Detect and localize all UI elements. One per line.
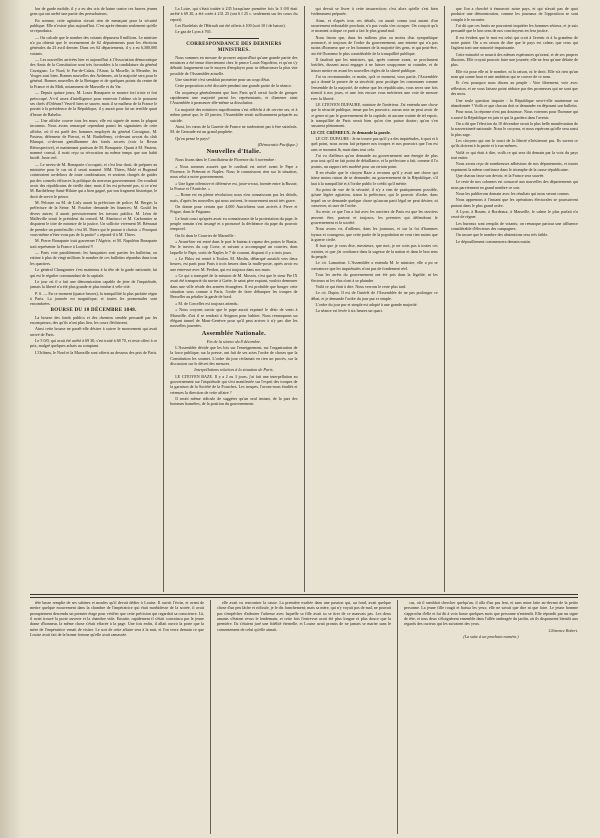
paragraph: qui devait se livrer à cette insurrection; c'est alors qu'elle s'est bien évidemment préparée. [310,6,438,17]
paragraph: Le cit. Dupin. Il est de l'intérêt de l'Assemblée de ne pas prolonger ce débat, et je demande l'ordre du jour pur et simple. [310,290,438,301]
paragraph: Il serait même ridicule de suggérer qu'un seul instant, de la part des hommes honnêtes, de la position du gouvernement. [170,395,298,407]
paragraph: Nous avons reçu de nombreuses adhésions de nos départements, et toutes expriment la même confiance dans le triomphe de la cause républicaine. [450,161,578,172]
paragraph: Qu'en pense le pays? [175,135,210,141]
paragraph: J'ai vu recommander, ce matin, qu'à ce moment, vous partie, l'Assemblée qui a donné la preuve de sa sincérité, pour protéger les communes comme l'ensemble de la majorité, de même que les républicains, vous serez une fois attentif à nos jours, et une fois encore vous mériterez une voie de mesure avec la liberté. [310,74,438,101]
paragraph: On acquiesça généralement que hors Paris qu'il serait facile de grouper rapidement une majorité parmi les représentants, et d'amener ainsi l'Assemblée à prononcer elle-même sa dissolution. [170,89,298,106]
paragraph: Le général Changarnier s'est maintenu à la tête de la garde nationale, lui qui est le régulier commandant de la capitale. [30,267,158,278]
paragraph: Une seule question importe : la République sera-t-elle maintenue ou abandonnée ? Voilà ce que chacun doit se demander en déposant son bulletin. [450,97,578,108]
paragraph: « Nous sommes assurés que le cardinal est arrivé avant le Pape a Florence, le Piémont et Naples. Nous le connaissons rien sur la situation, nous relui a notre gouvernement. [170,163,298,180]
column-1 [30,6,157,592]
paragraph: Ainsi, les vœux de la Gazette de France ne tarderaient pas à être satisfaits. M. de Genoude est un grand prophète. [170,123,298,135]
paragraph: que l'on a cherché à émouvoir notre pays, et qui n'avait pas de quoi produire une démonstration, comme les journaux de l'opposition se sont complu à le raconter. [450,6,578,22]
paragraph: LE CIT. DUFAURE : Je ne trouve pas qu'il y a des inquiétudes, à quoi et à quel point, nous avons fait préparer nos troupes et nos pouvoirs que l'on est sans ce moment là, mais dans tout cela. [310,135,438,152]
paragraph: Il faudrait que les ministres, qui, après comme avant, se proclament fortifiés, dussent aussi engager à ne laisser soupçonner ni craindre, et de laisser mettre en avant les nouvelles règles de la sûreté publique. [310,57,438,73]
paragraph: tête basse remplie de ses sabines et moules qu'il devait dédier à Louise. Il ouvrit l'écrin, et avant de mettre quelque mouvement dans la chambre de l'impératrice qui était morbidesse de la soirée, il avait promptement descendu un premier étage pour vérifier que cette précision qui regardait sa conscience. Là, il avait trouvé la porte ouverte et la chambre vide. Ensuite, rapidement il s'était convaincu par le jeune danse d'honneur, la même chose s'était effacée à la page. Une fois enfin, il allait ouvrir la porte que la mère de l'impératrice venait de visiter. Le sort de cette affaire sera à la nuit, et l'on verra demain ce que Louise avait fait de la bonne fortune qu'elle avait ramassée. [30,600,204,638]
paragraph: La séance est levée à six heures un quart. [315,308,383,314]
paragraph: LE CITOYEN BAZE. Il y a 2 ou 3 jours, j'ai fait une interpellation au gouvernement sur l'inquiétude qui s'est manifestée sur l'esprit des troupes de la garnison de la Société de la Fourches. Les troupes, l'avons-nous étudiés et retenues la direction de cette affaire ? [170,373,298,395]
paragraph: Nous lisons que, dans les milieux plus ou moins d'un sympathique prononcé, et toujours de l'ordre du gouvernement, une entente qui n'a pas moins d'honneur que ce les hommes de la majorité des gens, et qui peut-être, ont été l'honneur le plus considérable de la tranquillité publique. [310,34,438,56]
paragraph: — Rome est en pleine révolution; nous n'en connaissons pas les détails, mais, d'après les nouvelles qui nous arrivent, le mouvement serait très grave. [170,192,298,203]
paragraph: L'Assemblée décide que les lois sur l'enseignement, sur l'organisation de la force publique, sur la presse, ont fait de ses actes l'ordre de choses que la Constitution les soumet. L'ordre du jour réclamait en rien un procès, sur la discussion sur le décret des mesures. [170,344,298,366]
paragraph: Nous lisons dans le Conciliateur de Florence du 3 novembre : [175,157,277,163]
paragraph: La Loire, qui s'était traitée à 235 lorsqu'une première fois la 3 0/0 était arrêté à 69 20, a été cotée à 231 25 (ont 6 f 25 c. seulement sur les cours du report). [170,6,298,22]
paragraph: « Le Phlox est rentré à Toulon. M. Moslin, débarqué aussitôt vers deux heures, est parti pour Paris à trois heures dans la malle-poste, après avoir eu une entrevue avec M. Perdon, qui est toujours dans nos murs. [170,256,298,272]
paragraph: La bourse des fonds publics et des chemins semble persuadé par les escompteurs; des qu'ils n'ont plus lieu, les cours fléchissent. [30,314,158,325]
paragraph: Voilà ce qui était à dire, voilà ce qui sera dit demain par la voix du pays tout entier. [450,149,578,160]
paragraph: Au reste, ce que l'on a fait avec les ouvriers de Paris est que les ouvriers peuvent être, partout et toujours, les premiers qui défendront le gouvernement et la société. [310,209,438,226]
paragraph: Cette proposition a été discutée pendant une grande partie de la séance. [175,83,292,89]
paragraph: — Depuis quinze jours, M. Louis Bonaparte se montre fort triste et fort préoccupé. A-t-il assez d'intelligence pour entrevoir l'abîme où le poussent ses chefs d'Orléans? Veut-il bien se sauver, mais il se malheur de la France le portait à la présidence de la République, il y aurait pour lui un terrible quart d'heure de Babelin. [30,90,158,117]
paragraph: Voilà ce qui était à dire. Nous verrons le reste plus tard. [315,283,407,289]
paragraph: Cette minorité se nourrit des mêmes espérances qu'avant, et de ses propres illusions. Elle croyait pouvoir faire une journée, elle ne fera qu'une défaite de plus. [450,51,578,68]
paragraph: J'ai vu d'ailleurs qu'on demande au gouvernement une énergie de plus pour tout qu'il ne fait point de défaillance, et la préfecture a fait, comme il l'a promis, un rapport très modéré pour un certain point. [310,152,438,169]
paragraph: — On calcule que le nombre des votants dépassera 8 millions. Le ministre n'a pu obtenir que le recensement de 62 départements pour les élections générales du 23 avril dernier. Dans ces 62 départements, il y a eu 6,300,000 votants. [30,34,158,56]
separator [208,38,259,39]
paragraph: Ainsi cette bourse ne paraît-elle désirer à suivre le mouvement qui avait arrivé de Paris. [30,326,158,337]
paragraph: Les citoyens qui ont le souci de la liberté n'hésiteront pas. Ils savent ce qu'ils doivent à la patrie et à eux-mêmes. [450,137,578,149]
paragraph: Et c'est pourquoi nous disons au peuple : Vote librement, vote avec réflexion, et ne vous laissez point séduire par des promesses qui ne sont que des mots. [450,80,578,97]
paragraph: Une sincérité c'est semblait promettre pour un coup d'état. [175,77,271,83]
paragraph: Il est évident que le mot est celui qui croit à l'avenir et à la grandeur de notre patrie. On a eu raison de dire que le pays est calme, que ceux qui l'agitent sont une minorité impuissante. [450,34,578,51]
column-rule [304,6,305,592]
heading-assemblee: Assemblée Nationale. [201,329,266,337]
column-3 [311,6,438,592]
paragraph: « Ce qui a transpiré de la mission de M. Mossin, c'est que le sieur Pie IX avait été transporté du navire à Gaëte, le saint père expiant, vouloir demeurer dans une ville réside des armées étrangères. Il est probable que bouger cette situation sous connue à Paris, l'ordre de faire débarquer les troupes de Besseller au pétalier la garde de bord. [170,273,298,300]
paragraph: Les bureaux sont remplis de votants; on remarque partout une affluence considérable d'électeurs des campagnes. [450,220,578,232]
news-section [30,6,578,592]
source-credit: (Démocratie Pacifique.) [257,141,298,147]
paragraph: Le reste de nos colonnes est consacré aux nouvelles des départements qui nous parviennent en grand nombre ce soir. [450,179,578,190]
paragraph: LE CITOYEN DUFAURE, ministre de l'intérieur. J'ai entendu une chose que la sécurité publique, tenue par les pouvoirs; aucun acte ne peut avoir de ce genre ni par le gouvernement de la capitale, ni aucune crainte de tel espoir, la tranquillité de Paris serait bien qu'on s'en puisse douter; qu'on s'en rassurera pleinement. [310,101,438,129]
heading-italie: Nouvelles d'Italie. [206,148,262,156]
paragraph: Le cit. Lamartine. L'Assemblée a entendu M. le ministre, elle a pu se convaincre que les inquiétudes n'ont pas de fondement réel. [310,260,438,271]
paragraph: Les Bordelais de l'Hérault ont été offerts à 100 (soit 10 f de baisse). [175,23,286,29]
paragraph: M. Pierre Bonaparte irait gouverner l'Algérie, et M. Napoléon Bonaparte irait représenter la France à Londres!!! [30,238,158,249]
column-rule [163,6,164,592]
paragraph: « Une ligne offensive et défensive est, juste-u-tout, formée entre la Russie, la Prusse et l'Autriche. » [170,180,298,191]
paragraph: « M. de Corcelles est toujours attendu. [175,300,239,306]
column-rule [397,600,398,834]
paragraph: Nous avons vu, d'ailleurs, dans les journaux, et sur la foi d'hommes loyaux et courageux, que cette partie de la population ne veut rien moins que la guerre civile. [310,226,438,243]
paragraph: M. Pelouze ou M. de Lisly aurait la préfecture de police; M. Berger, la préfecture de la Seine. M. Foucher demande les finances; M. Gould les divers autres; il aurait provisoirement les travaux publics. M. Léon de Malleville serait le président du conseil. M. Abattucci et M. Carbonnier se disputent le titre de ministre de la justice. Un sollicite vivement M. Rémusat de prendre un portefeuille; c'est M. Thiers qui le pousse à choisir. « Pourquoi vous-même n'êtes-vous pas de la partie? » répond-il à M. Thiers. [30,200,158,238]
feuilleton-column-2 [217,600,391,834]
paragraph: Le 5 0/0, qui avait été arrêté à 69 30, s'est traité à 68 70, et reste offert à ce prix, malgré quelques achats au comptant. [30,337,158,349]
paragraph: A Lyon, à Rouen, à Bordeaux, à Marseille, le calme le plus parfait n'a cessé de régner. [450,209,578,220]
heading-correspondance: CORRESPONDANCE DES DERNIERS MINISTRES. [186,41,282,53]
paragraph: Le bruit court qu'après avoir eu connaissance de la protestation du pape, le peuple romain s'est insurgé et a prononcé la déchéance du pape du pouvoir temporel. [170,215,298,232]
paragraph: L'ordre du jour pur et simple est adopté à une grande majorité. [315,301,418,307]
subheading: Interpellations relatives à la situation de Paris. [194,367,274,373]
paragraph: cas, où il semblait chercher quelqu'un, il alla d'un pas lent, et sans mine faite au-devant de la petite personne. La jeune fille rougit et baissa les yeux; elle ne savait que dire ni que faire. Le jeune homme s'approcha d'elle et lui dit à voix basse quelques mots que personne n'entendit. Elle répondit par un signe de tête, et tous deux s'éloignèrent ensemble dans l'allée ombragée du jardin, où ils disparurent bientôt aux regards des curieux qui les suivaient des yeux. [404,600,578,627]
feuilleton-section [30,600,578,834]
paragraph: P. S. — En ce moment (quatre heures), la tranquillité la plus parfaite règne à Paris. La journée est magnifique, et toutes les promenades sont encombrées. [30,290,158,307]
paragraph: Il faut que je vous dise, messieurs, que moi, je ne crois pas à toutes ces craintes, et que j'ai confiance dans la sagesse de la nation et dans le bon sens du peuple. [310,243,438,260]
column-rule [210,600,211,834]
paragraph: « Avant-hier est entré dans le port le bateau à vapeur des postes le Bastia. Par le travers du cap Corse, et suivant a accompagné un courrier, dans laquelle le Pape, sortit de Naples le 7 de courant, disparut il y a trois jours. [170,239,298,255]
column-4 [451,6,578,592]
paragraph: On donne pour certain que 4,000 Autrichiens sont arrivés à Pieve et Prigue, dans le Frignano. [170,203,298,215]
author-signature: Clémence Robert. [548,627,578,633]
paragraph: — Les nouvelles arrivées hier et aujourd'hui à l'Association démocratique des Amis de la Constitution sont très favorables à la candidature du général Cavaignac. Le Nord, le Pas-de-Calais, l'Aisne, la Moselle, la Meurthe, les Vosges sont bien. Bonnes nouvelles des Ardennes, où la majorité sera pour le général. Bonnes nouvelles de la Bretagne et de quelques points du centre de la France et du Midi, notamment de Marseille et du Var. [30,57,158,89]
paragraph: « Nous croyons savoir que le pape aurait exprimé le désir de venir à Marseille, d'où il se rendrait à Avignon pour habiter. Nous remarquons un élégant tunnel de Mont-Genèvre pour qu'il peut arriver à n'y pas dire les nouvelles journées. [170,307,298,329]
feuilleton-column-3 [404,600,578,834]
heading-bourse: BOURSE DU 10 DÉCEMBRE 1848. [50,307,137,313]
subheading: Fin de la séance du 8 décembre. [206,338,261,344]
speaker-line: LE CIT. CRÉMIEUX. Je demande la parole. [310,129,391,135]
paragraph: Tous les arrêts du gouvernement ont été pris dans la légalité, ni les électeurs ni les élus n'ont à se plaindre. [310,272,438,283]
paragraph: Il en résulte que le citoyen Baze a reconnu qu'il y avait une chose qui laisse moins raison de se demander, un gouvernement de la République, s'il faut à la tranquillité et à l'ordre public le crédit qu'il mérite. [310,169,438,186]
paragraph: Nous les publierons demain avec les résultats qui nous seront connus. [455,191,570,196]
paragraph: On lit dans le Courrier de Marseille : [175,232,236,238]
paragraph: Nous sommes en mesure de prouver aujourd'hui qu'une grande partie des ministres a été tenue directement chez le prince Louis-Napoléon, et qu'on s'y débattit longuement sur le moyen d'employer pour se débarrasser la plus vite possible de l'Assemblée actuelle. [170,54,298,76]
paragraph: La majorité des ministres napoléoniens s'est réfléchi à de cervier ses, et à même pensé que, le 20 janvier, l'Assemblée serait suffisamment préparée au suicide. [170,106,298,123]
column-rule [444,6,445,592]
paragraph: Elle n'a pour elle ni le nombre, ni la raison, ni le droit. Elle n'a rien qu'un nom qui sonne haut et une ambition qui se couvre de ce nom. [450,68,578,80]
paragraph: Que chacun fasse son devoir, et la France sera sauvée. [455,172,545,178]
paragraph: Le jour où il a fait une démonstration capable de jeter de l'inquiétude, jamais la liberté n'a été plus grande et plus tendue à vélo-cité. [30,278,158,290]
paragraph: Le gaz de Lyon à 765. [175,29,212,35]
section-divider [30,594,578,595]
paragraph: Au point de vue de la sécurité, il n'y a rien de pratiquement possible, qu'une légère agitation, sinon la préfecture, qui le pouvoir d'ordre, dans lequel on se demande quelque chose qu'aucun parti légal ne peut désirer, ni conserver, ni user de l'ordre. [310,187,438,209]
paragraph: — Le neveu de M. Bonaparte s'occupait, et c'est leur droit, de préparer au ministère pour le cas où il serait nommé. MM. Thiers, Molé et Bugeaud cointeraient au-dehors de toute combinaison, et seraient chargés de guider par des conseils efficaces la politique du nouveau gouvernement. On voudrait avoir des républicains de vieille date; mais il les est présenté pas, si ce n'est M. Barthélemy Saint-Hilaire qui a bien gagné, par son fragment historique, le droit de servir le prince. [30,161,158,199]
paragraph: Nous apprenons à l'instant que les opérations électorales se poursuivent partout dans le plus grand ordre. [450,197,578,208]
paragraph: Le dépouillement commencera demain matin. [455,238,531,244]
paragraph: lon de garde mobile, il y a eu des cris de haine contre ces braves jeunes gens qui ont arrêté une partie des perturbateurs. [30,6,158,17]
paragraph: On assure que le nombre des abstentions sera très faible. [455,232,549,238]
continued-note: (La suite à un prochain numéro.) [463,634,519,640]
paragraph: — Paris vote paisiblement; les banquistes sont parties les bulletins; on estime à plus de vingt millions le nombre de ces bulletins répandus dans tous les quartiers. [30,250,158,266]
paragraph: elle avait vu rencontrer la cause. La première exaltée dans une passion qui, au fond, avait quelque chose d'un peu lâche et ridicule, je le dis franchement; mais sa mère, qui n'y voyait pas de mal, ne pouvait pas s'empêcher d'admirer l'adresse avec laquelle sa fille avait su se tirer de ce mauvais pas. Les deux amants s'étaient revus le lendemain, et cette fois l'entrevue avait été plus longue et plus douce que la première. Ils s'étaient juré une fidélité éternelle, et Louise avait promis de ne jamais se marier sans le consentement de celui qu'elle aimait. [217,600,391,632]
paragraph: — Une affiche couvre tous les murs; elle est signée de noms la plupart inconnus. Nous avons remarqué cependant parmi les signataires de cette affiche, où il est parlé des hommes employés du général Cavaignac, M. Pasteur, défenseur de Pierrot, et M. Barthélemy, ci-devant avocat du club Blanqui, ci-devant gentilhomme des fonds secrets (voir la Revue Rétrospective), et maintenant partisan de M. Bonaparte. Quant à M. Pasteur, nommé consul, il avait reçu sa révocation au même temps que son habit brodé. Juste ciel. [30,117,158,161]
section-divider [30,597,578,598]
column-2 [170,6,297,592]
paragraph: Ainsi, et d'après tous ces détails, on aurait connu tout autant d'un mouvement redoutable prochain, n'a pas voulu s'en occuper. On conçoit qu'à ce moment critique ce parti a fait le plus grand mal. [310,17,438,34]
paragraph: On a dit que l'élection du 10 décembre serait la plus belle manifestation de la souveraineté nationale. Nous le croyons, et nous espérons qu'elle sera aussi la plus sage. [450,120,578,137]
paragraph: Pour nous, la réponse n'est pas douteuse. Nous voterons pour l'homme qui a sauvé la République en juin et qui la gardera dans l'avenir. [450,109,578,120]
paragraph: L'Orléans, le Nord et la Marseille sont offerts au dessous des prix de Paris. [35,349,158,355]
paragraph: En somme, cette agitation n'avait rien de menaçant pour la sécurité publique. Elle n'existe plus aujourd'hui. C'est après-demain seulement qu'elle se reproduira. [30,17,158,34]
page-margin [0,0,22,838]
paragraph: J'ai dit que ces bruits ne pouvaient inquiéter les hommes sérieux, et je suis persuadé que le bon sens de nos concitoyens en fera justice. [450,23,578,34]
feuilleton-column-1 [30,600,204,834]
